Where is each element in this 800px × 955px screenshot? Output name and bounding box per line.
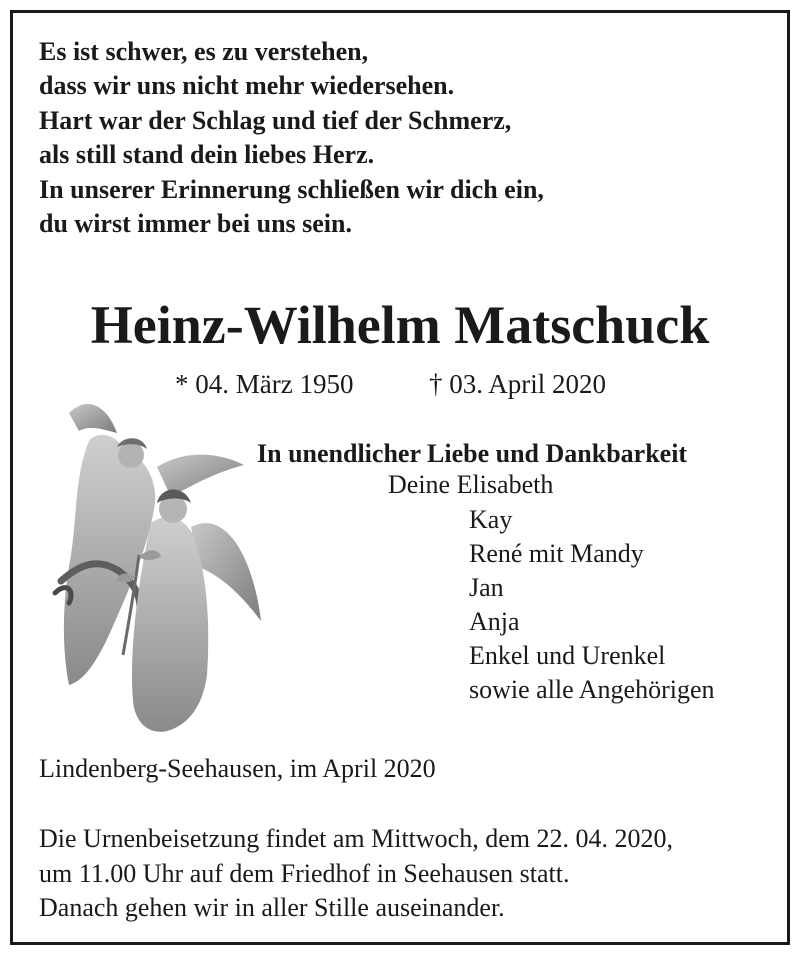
poem-line: Hart war der Schlag und tief der Schmerz, — [39, 105, 512, 135]
funeral-line: um 11.00 Uhr auf dem Friedhof in Seehausen statt. — [39, 858, 570, 888]
mourner-first: Deine Elisabeth — [388, 470, 554, 499]
death-date: † 03. April 2020 — [429, 369, 607, 399]
angels-illustration — [39, 385, 263, 735]
poem — [39, 35, 544, 241]
poem-line: als still stand dein liebes Herz. — [39, 140, 375, 170]
mourner-name: sowie alle Angehörigen — [469, 675, 715, 704]
poem-line: dass wir uns nicht mehr wiedersehen. — [39, 71, 455, 101]
deceased-name: Heinz-Wilhelm Matschuck — [90, 295, 710, 355]
funeral-line: Die Urnenbeisetzung findet am Mittwoch, dem 22. 04. 2020, — [39, 824, 673, 853]
birth-date: * 04. März 1950 — [175, 369, 354, 399]
poem-line: Es ist schwer, es zu verstehen, — [39, 37, 369, 66]
mourner-name: Jan — [469, 573, 504, 602]
dedication: In unendlicher Liebe und Dankbarkeit — [257, 439, 688, 468]
funeral-line: Danach gehen wir in aller Stille auseinander. — [39, 893, 505, 922]
mourner-name: Anja — [469, 607, 520, 636]
mourner-name: Enkel und Urenkel — [469, 641, 666, 670]
mourner-name: René mit Mandy — [469, 539, 644, 568]
mourner-name: Kay — [469, 505, 513, 534]
obituary-frame — [10, 10, 790, 945]
funeral-notice — [39, 822, 673, 926]
place-date: Lindenberg-Seehausen, im April 2020 — [39, 754, 436, 783]
poem-line: du wirst immer bei uns sein. — [39, 209, 352, 239]
poem-line: In unserer Erinnerung schließen wir dich ein, — [39, 174, 544, 204]
